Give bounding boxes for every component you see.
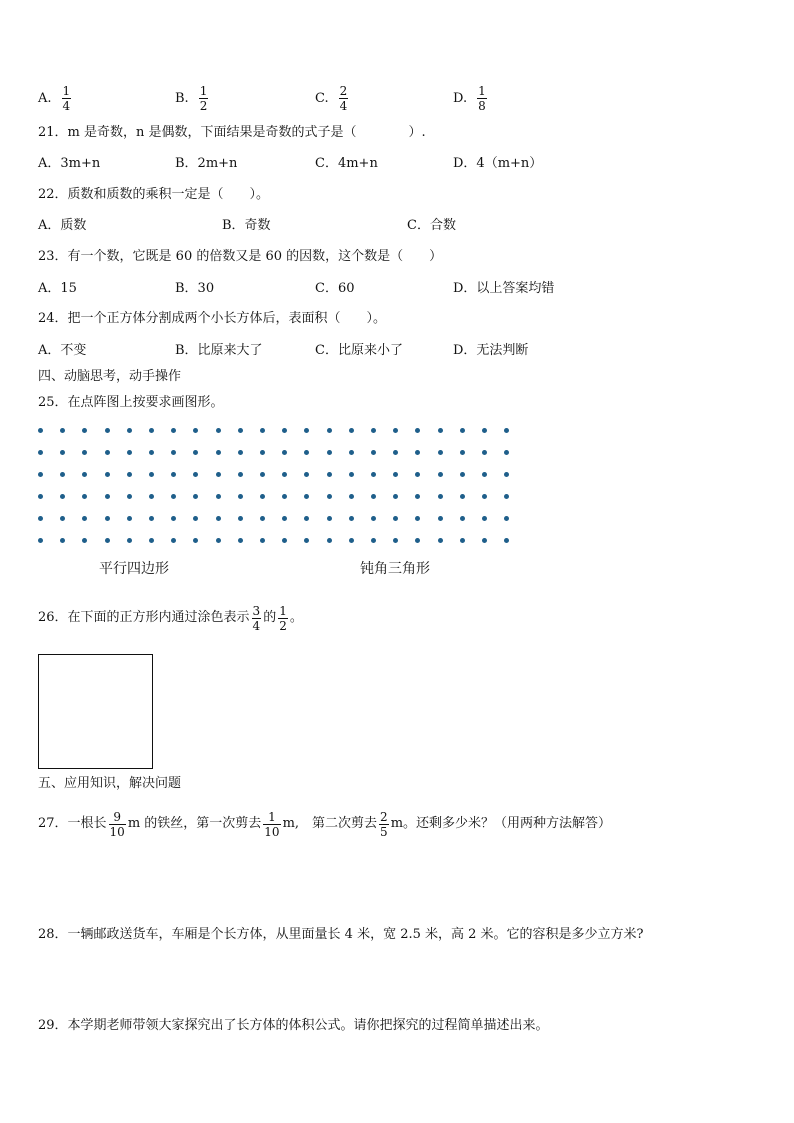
q21-option-d: D．4（m+n）	[453, 156, 543, 171]
q26-middle: 的	[263, 610, 277, 625]
grid-dot	[82, 516, 87, 521]
grid-dot	[460, 516, 465, 521]
grid-dot	[60, 494, 65, 499]
grid-dot	[415, 516, 420, 521]
grid-dot	[171, 516, 176, 521]
fraction: $\frac{1}{8}$	[478, 84, 486, 113]
grid-dot	[304, 450, 309, 455]
fraction: $\frac{1}{2}$	[199, 84, 208, 113]
grid-dot	[282, 472, 287, 477]
grid-dot	[482, 428, 487, 433]
grid-dot	[415, 428, 420, 433]
grid-dot	[60, 538, 65, 543]
grid-dot	[393, 494, 398, 499]
grid-dot	[238, 538, 243, 543]
q27-part3: m, 第二次剪去	[282, 816, 378, 831]
grid-dot	[60, 450, 65, 455]
question-21: 21．m 是奇数，n 是偶数，下面结果是奇数的式子是（ ）.	[38, 125, 426, 140]
grid-dot	[60, 472, 65, 477]
grid-dot	[282, 428, 287, 433]
grid-dot	[504, 450, 509, 455]
q20-option-d	[453, 84, 489, 113]
grid-dot	[504, 428, 509, 433]
q24-option-a: A．不变	[38, 343, 87, 358]
q23-option-d: D．以上答案均错	[453, 281, 555, 296]
grid-dot	[127, 494, 132, 499]
grid-dot	[371, 494, 376, 499]
grid-dot	[438, 494, 443, 499]
grid-dot	[393, 516, 398, 521]
grid-dot	[149, 538, 154, 543]
grid-dot	[504, 472, 509, 477]
grid-dot	[393, 472, 398, 477]
grid-dot	[438, 538, 443, 543]
grid-dot	[327, 516, 332, 521]
grid-dot	[60, 516, 65, 521]
q22-option-a: A．质数	[38, 218, 87, 233]
grid-dot	[415, 450, 420, 455]
grid-dot	[460, 450, 465, 455]
fraction-one-tenth: $\frac{1}{10}$	[264, 809, 280, 839]
fraction-two-fifths: $\frac{2}{5}$	[380, 809, 388, 839]
grid-dot	[38, 494, 43, 499]
question-27	[38, 806, 611, 842]
grid-dot	[238, 450, 243, 455]
q22-option-c: C．合数	[407, 218, 456, 233]
q21-option-b: B．2m+n	[175, 156, 238, 171]
grid-dot	[127, 450, 132, 455]
grid-dot	[105, 538, 110, 543]
q21-option-a: A．3m+n	[38, 156, 101, 171]
q26-prefix: 26．在下面的正方形内通过涂色表示	[38, 610, 250, 625]
q24-option-b: B．比原来大了	[175, 343, 263, 358]
option-letter: D.	[453, 90, 468, 106]
q27-prefix: 27．一根长	[38, 816, 107, 831]
q21-option-c: C．4m+n	[315, 156, 378, 171]
grid-dot	[38, 472, 43, 477]
grid-dot	[260, 472, 265, 477]
grid-dot	[193, 450, 198, 455]
grid-dot	[304, 494, 309, 499]
grid-dot	[127, 516, 132, 521]
grid-dot	[349, 538, 354, 543]
grid-dot	[349, 472, 354, 477]
grid-dot	[82, 494, 87, 499]
question-29: 29．本学期老师带领大家探究出了长方体的体积公式。请你把探究的过程简单描述出来。	[38, 1018, 549, 1033]
grid-dot	[482, 494, 487, 499]
grid-dot	[304, 428, 309, 433]
grid-dot	[460, 494, 465, 499]
grid-dot	[149, 428, 154, 433]
fraction-one-half: $\frac{1}{2}$	[279, 603, 287, 633]
fraction-nine-tenths: $\frac{9}{10}$	[109, 809, 125, 839]
grid-dot	[82, 538, 87, 543]
grid-dot	[371, 538, 376, 543]
grid-dot	[216, 494, 221, 499]
grid-dot	[38, 516, 43, 521]
grid-dot	[260, 516, 265, 521]
grid-dot	[282, 538, 287, 543]
grid-dot	[482, 450, 487, 455]
section-heading-5: 五、应用知识，解决问题	[38, 776, 182, 791]
grid-dot	[371, 516, 376, 521]
grid-dot	[216, 472, 221, 477]
grid-dot	[105, 516, 110, 521]
grid-dot	[460, 538, 465, 543]
shading-square	[38, 654, 153, 769]
grid-dot	[238, 428, 243, 433]
q24-option-d: D．无法判断	[453, 343, 529, 358]
grid-dot	[371, 472, 376, 477]
q24-option-c: C．比原来小了	[315, 343, 403, 358]
option-letter: C.	[315, 90, 329, 106]
q20-option-a	[38, 84, 73, 113]
grid-dot	[304, 516, 309, 521]
grid-dot	[193, 516, 198, 521]
grid-dot	[438, 516, 443, 521]
grid-dot	[349, 428, 354, 433]
grid-dot	[327, 428, 332, 433]
grid-dot	[327, 450, 332, 455]
q26-suffix: 。	[289, 610, 303, 625]
grid-dot	[127, 538, 132, 543]
grid-dot	[327, 472, 332, 477]
grid-dot	[504, 516, 509, 521]
q27-part2: m 的铁丝，第一次剪去	[127, 816, 262, 831]
grid-dot	[327, 494, 332, 499]
grid-dot	[149, 450, 154, 455]
grid-dot	[193, 538, 198, 543]
grid-dot	[282, 494, 287, 499]
grid-dot	[393, 450, 398, 455]
grid-dot	[415, 472, 420, 477]
grid-dot	[149, 494, 154, 499]
grid-dot	[82, 472, 87, 477]
q20-option-c	[315, 84, 350, 113]
grid-dot	[149, 516, 154, 521]
grid-dot	[415, 538, 420, 543]
grid-dot	[393, 428, 398, 433]
fraction-three-quarters: $\frac{3}{4}$	[252, 603, 261, 633]
grid-dot	[105, 472, 110, 477]
grid-dot	[282, 516, 287, 521]
grid-dot	[504, 494, 509, 499]
grid-dot	[216, 538, 221, 543]
grid-dot	[438, 428, 443, 433]
dot-grid-label-parallelogram: 平行四边形	[99, 561, 169, 577]
grid-dot	[260, 494, 265, 499]
grid-dot	[127, 472, 132, 477]
grid-dot	[304, 472, 309, 477]
grid-dot	[482, 472, 487, 477]
option-letter: B.	[175, 90, 189, 106]
grid-dot	[193, 494, 198, 499]
q20-option-b	[175, 84, 210, 113]
grid-dot	[38, 538, 43, 543]
grid-dot	[482, 538, 487, 543]
grid-dot	[238, 494, 243, 499]
grid-dot	[238, 516, 243, 521]
grid-dot	[171, 428, 176, 433]
dot-grid-label-obtuse-triangle: 钝角三角形	[360, 561, 430, 577]
q23-option-b: B．30	[175, 281, 215, 296]
grid-dot	[415, 494, 420, 499]
grid-dot	[105, 494, 110, 499]
grid-dot	[60, 428, 65, 433]
question-26	[38, 603, 303, 633]
grid-dot	[216, 516, 221, 521]
fraction: $\frac{2}{4}$	[339, 84, 348, 113]
question-25: 25．在点阵图上按要求画图形。	[38, 395, 224, 410]
grid-dot	[238, 472, 243, 477]
grid-dot	[438, 450, 443, 455]
grid-dot	[460, 428, 465, 433]
grid-dot	[260, 538, 265, 543]
grid-dot	[127, 428, 132, 433]
grid-dot	[327, 538, 332, 543]
grid-dot	[371, 450, 376, 455]
grid-dot	[171, 538, 176, 543]
grid-dot	[349, 450, 354, 455]
grid-dot	[82, 428, 87, 433]
question-22: 22．质数和质数的乘积一定是（ ）。	[38, 187, 270, 202]
grid-dot	[171, 494, 176, 499]
question-23: 23．有一个数，它既是 60 的倍数又是 60 的因数，这个数是（ ）	[38, 249, 443, 264]
grid-dot	[260, 428, 265, 433]
grid-dot	[82, 450, 87, 455]
grid-dot	[393, 538, 398, 543]
question-24: 24．把一个正方体分割成两个小长方体后，表面积（ ）。	[38, 311, 387, 326]
grid-dot	[349, 494, 354, 499]
grid-dot	[504, 538, 509, 543]
q23-option-a: A．15	[38, 281, 77, 296]
fraction: $\frac{1}{4}$	[62, 84, 71, 113]
grid-dot	[371, 428, 376, 433]
grid-dot	[216, 450, 221, 455]
grid-dot	[105, 428, 110, 433]
q23-option-c: C．60	[315, 281, 355, 296]
grid-dot	[149, 472, 154, 477]
grid-dot	[38, 428, 43, 433]
option-letter: A.	[38, 90, 52, 106]
grid-dot	[282, 450, 287, 455]
grid-dot	[171, 472, 176, 477]
grid-dot	[216, 428, 221, 433]
q27-suffix: m。还剩多少米？（用两种方法解答）	[390, 816, 612, 831]
grid-dot	[193, 428, 198, 433]
grid-dot	[460, 472, 465, 477]
question-28: 28．一辆邮政送货车，车厢是个长方体，从里面量长 4 米，宽 2.5 米，高 2 米。它的容积是多少立方米?	[38, 927, 644, 942]
q22-option-b: B．奇数	[222, 218, 271, 233]
grid-dot	[260, 450, 265, 455]
grid-dot	[38, 450, 43, 455]
grid-dot	[304, 538, 309, 543]
grid-dot	[105, 450, 110, 455]
section-heading-4: 四、动脑思考，动手操作	[38, 369, 182, 384]
grid-dot	[193, 472, 198, 477]
grid-dot	[482, 516, 487, 521]
grid-dot	[349, 516, 354, 521]
grid-dot	[438, 472, 443, 477]
grid-dot	[171, 450, 176, 455]
